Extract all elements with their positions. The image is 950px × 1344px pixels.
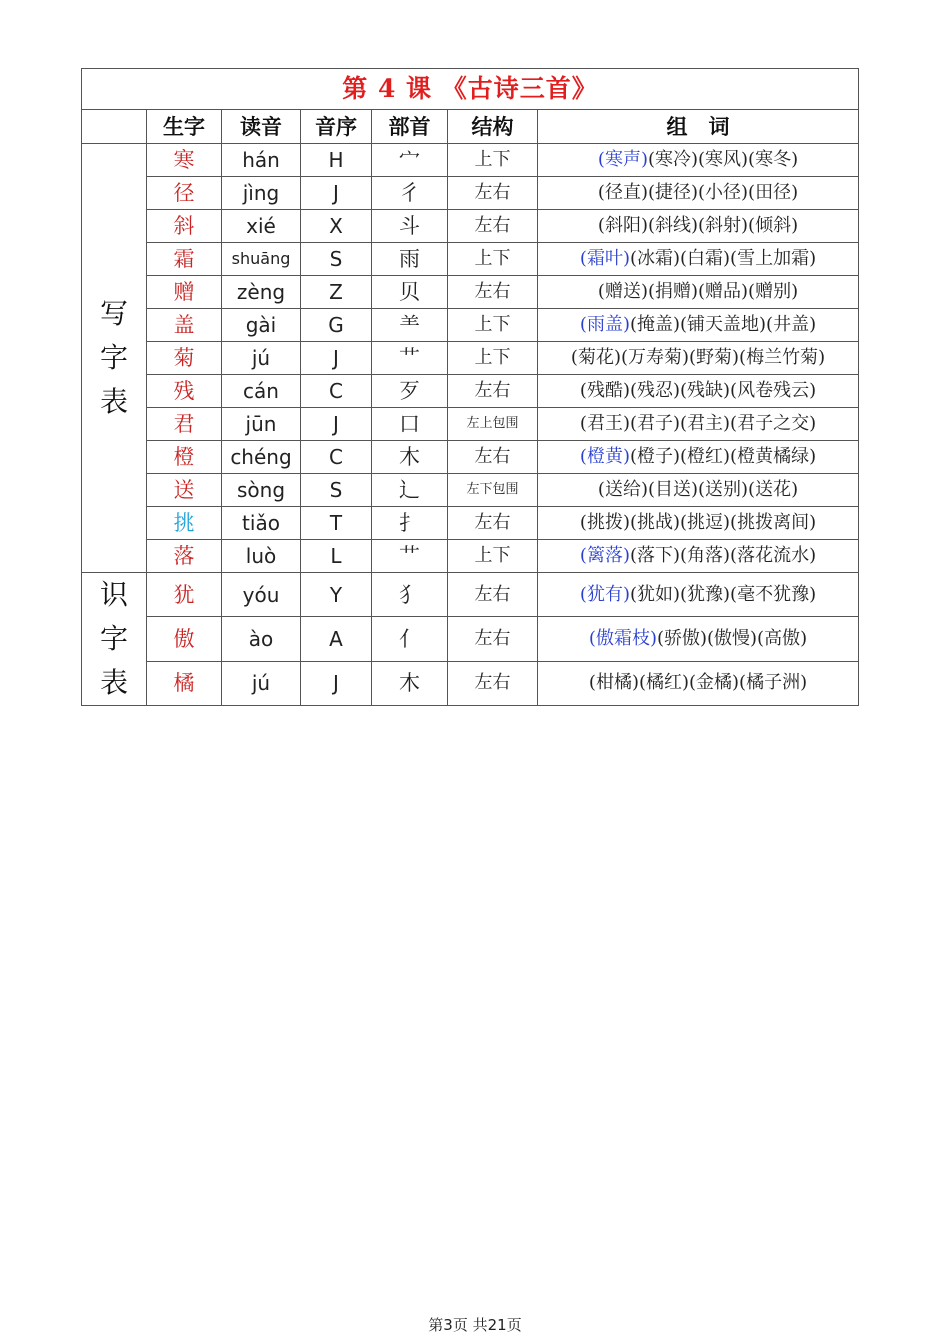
order-cell: J	[301, 661, 372, 705]
pinyin-cell: gài	[222, 309, 301, 342]
table-row	[82, 276, 859, 309]
radical-cell: 亻	[372, 617, 448, 661]
order-cell: S	[301, 243, 372, 276]
word-list: (冰霜)(白霜)(雪上加霜)	[629, 248, 817, 269]
word-list: (柑橘)(橘红)(金橘)(橘子洲)	[588, 672, 808, 694]
pinyin-cell: jú	[222, 661, 301, 705]
pinyin-cell: ào	[222, 617, 301, 661]
vocabulary-table	[81, 68, 859, 706]
header-words: 组 词	[538, 110, 859, 144]
order-cell: G	[301, 309, 372, 342]
pinyin-cell: jūn	[222, 408, 301, 441]
char-cell: 霜	[147, 243, 222, 276]
words-cell	[538, 276, 859, 309]
words-cell	[538, 144, 859, 177]
order-cell: Z	[301, 276, 372, 309]
char-cell: 傲	[147, 617, 222, 661]
words-cell	[538, 441, 859, 474]
char-cell: 挑	[147, 507, 222, 540]
table-row	[82, 243, 859, 276]
word-list: (赠送)(捐赠)(赠品)(赠别)	[597, 281, 799, 302]
order-cell: Y	[301, 573, 372, 617]
header-structure: 结构	[448, 110, 538, 144]
order-cell: C	[301, 441, 372, 474]
word-list: (落下)(角落)(落花流水)	[629, 545, 817, 566]
table-row	[82, 309, 859, 342]
structure-cell: 左右	[448, 375, 538, 408]
words-cell	[538, 243, 859, 276]
words-cell	[538, 540, 859, 573]
radical-cell: 木	[372, 441, 448, 474]
word-list: (斜阳)(斜线)(斜射)(倾斜)	[597, 215, 799, 236]
table-row	[82, 144, 859, 177]
radical-cell: 木	[372, 661, 448, 705]
table-row	[82, 342, 859, 375]
order-cell: A	[301, 617, 372, 661]
highlighted-word: (橙黄)	[579, 446, 630, 467]
header-char: 生字	[147, 110, 222, 144]
structure-cell: 左上包围	[448, 408, 538, 441]
words-cell	[538, 210, 859, 243]
words-cell	[538, 342, 859, 375]
words-cell	[538, 375, 859, 408]
char-cell: 犹	[147, 573, 222, 617]
table-row	[82, 540, 859, 573]
radical-cell: 宀	[372, 144, 448, 177]
word-list: (掩盖)(铺天盖地)(井盖)	[629, 314, 817, 335]
word-list: (橙子)(橙红)(橙黄橘绿)	[629, 446, 817, 467]
radical-cell: 彳	[372, 177, 448, 210]
word-list: (径直)(捷径)(小径)(田径)	[597, 182, 799, 203]
section-label-recognize: 识 字 表	[82, 573, 147, 706]
pinyin-cell: hán	[222, 144, 301, 177]
structure-cell: 上下	[448, 309, 538, 342]
word-list: (君王)(君子)(君主)(君子之交)	[579, 413, 817, 434]
page-footer: 第3页 共21页	[428, 1316, 522, 1334]
pinyin-cell: yóu	[222, 573, 301, 617]
words-cell	[538, 474, 859, 507]
pinyin-cell: tiǎo	[222, 507, 301, 540]
radical-cell: 艹	[372, 342, 448, 375]
order-cell: X	[301, 210, 372, 243]
structure-cell: 左右	[448, 661, 538, 705]
table-row	[82, 441, 859, 474]
header-blank	[82, 110, 147, 144]
highlighted-word: (傲霜枝)	[588, 627, 657, 649]
word-list: (骄傲)(傲慢)(高傲)	[656, 627, 808, 649]
structure-cell: 上下	[448, 342, 538, 375]
words-cell	[538, 408, 859, 441]
word-list: (挑拨)(挑战)(挑逗)(挑拨离间)	[579, 512, 817, 533]
highlighted-word: (犹有)	[579, 583, 630, 605]
table-row	[82, 375, 859, 408]
structure-cell: 左右	[448, 441, 538, 474]
structure-cell: 左下包围	[448, 474, 538, 507]
radical-cell: 斗	[372, 210, 448, 243]
char-cell: 送	[147, 474, 222, 507]
header-row	[82, 110, 859, 144]
order-cell: S	[301, 474, 372, 507]
table-row	[82, 408, 859, 441]
pinyin-cell: cán	[222, 375, 301, 408]
char-cell: 残	[147, 375, 222, 408]
words-cell	[538, 309, 859, 342]
lesson-title: 第 4 课 《古诗三首》	[82, 69, 859, 110]
header-order: 音序	[301, 110, 372, 144]
char-cell: 寒	[147, 144, 222, 177]
word-list: (犹如)(犹豫)(毫不犹豫)	[629, 583, 817, 605]
structure-cell: 上下	[448, 243, 538, 276]
radical-cell: 歹	[372, 375, 448, 408]
table-row	[82, 661, 859, 705]
order-cell: J	[301, 177, 372, 210]
table-row	[82, 617, 859, 661]
table-row	[82, 573, 859, 617]
radical-cell: 雨	[372, 243, 448, 276]
table-row	[82, 507, 859, 540]
char-cell: 斜	[147, 210, 222, 243]
char-cell: 落	[147, 540, 222, 573]
radical-cell: 口	[372, 408, 448, 441]
highlighted-word: (寒声)	[597, 149, 648, 170]
char-cell: 径	[147, 177, 222, 210]
order-cell: H	[301, 144, 372, 177]
radical-cell: 扌	[372, 507, 448, 540]
structure-cell: 上下	[448, 540, 538, 573]
word-list: (残酷)(残忍)(残缺)(风卷残云)	[579, 380, 817, 401]
words-cell	[538, 573, 859, 617]
pinyin-cell: xié	[222, 210, 301, 243]
radical-cell: 辶	[372, 474, 448, 507]
words-cell	[538, 661, 859, 705]
order-cell: J	[301, 342, 372, 375]
highlighted-word: (篱落)	[579, 545, 630, 566]
structure-cell: 左右	[448, 210, 538, 243]
radical-cell: 贝	[372, 276, 448, 309]
section-label-write: 写 字 表	[82, 144, 147, 573]
words-cell	[538, 177, 859, 210]
char-cell: 赠	[147, 276, 222, 309]
order-cell: C	[301, 375, 372, 408]
char-cell: 橘	[147, 661, 222, 705]
radical-cell: ⺷	[372, 309, 448, 342]
structure-cell: 左右	[448, 507, 538, 540]
order-cell: L	[301, 540, 372, 573]
order-cell: T	[301, 507, 372, 540]
structure-cell: 左右	[448, 573, 538, 617]
radical-cell: 艹	[372, 540, 448, 573]
words-cell	[538, 507, 859, 540]
table-row	[82, 210, 859, 243]
pinyin-cell: shuāng	[222, 243, 301, 276]
structure-cell: 左右	[448, 276, 538, 309]
word-list: (菊花)(万寿菊)(野菊)(梅兰竹菊)	[570, 347, 826, 368]
highlighted-word: (雨盖)	[579, 314, 630, 335]
word-list: (寒冷)(寒风)(寒冬)	[647, 149, 799, 170]
words-cell	[538, 617, 859, 661]
pinyin-cell: jú	[222, 342, 301, 375]
char-cell: 盖	[147, 309, 222, 342]
pinyin-cell: zèng	[222, 276, 301, 309]
order-cell: J	[301, 408, 372, 441]
header-radical: 部首	[372, 110, 448, 144]
highlighted-word: (霜叶)	[579, 248, 630, 269]
char-cell: 君	[147, 408, 222, 441]
structure-cell: 左右	[448, 177, 538, 210]
table-row	[82, 474, 859, 507]
pinyin-cell: jìng	[222, 177, 301, 210]
pinyin-cell: chéng	[222, 441, 301, 474]
structure-cell: 上下	[448, 144, 538, 177]
word-list: (送给)(目送)(送别)(送花)	[597, 479, 799, 500]
radical-cell: 犭	[372, 573, 448, 617]
structure-cell: 左右	[448, 617, 538, 661]
char-cell: 橙	[147, 441, 222, 474]
pinyin-cell: sòng	[222, 474, 301, 507]
header-pinyin: 读音	[222, 110, 301, 144]
pinyin-cell: luò	[222, 540, 301, 573]
char-cell: 菊	[147, 342, 222, 375]
table-row	[82, 177, 859, 210]
